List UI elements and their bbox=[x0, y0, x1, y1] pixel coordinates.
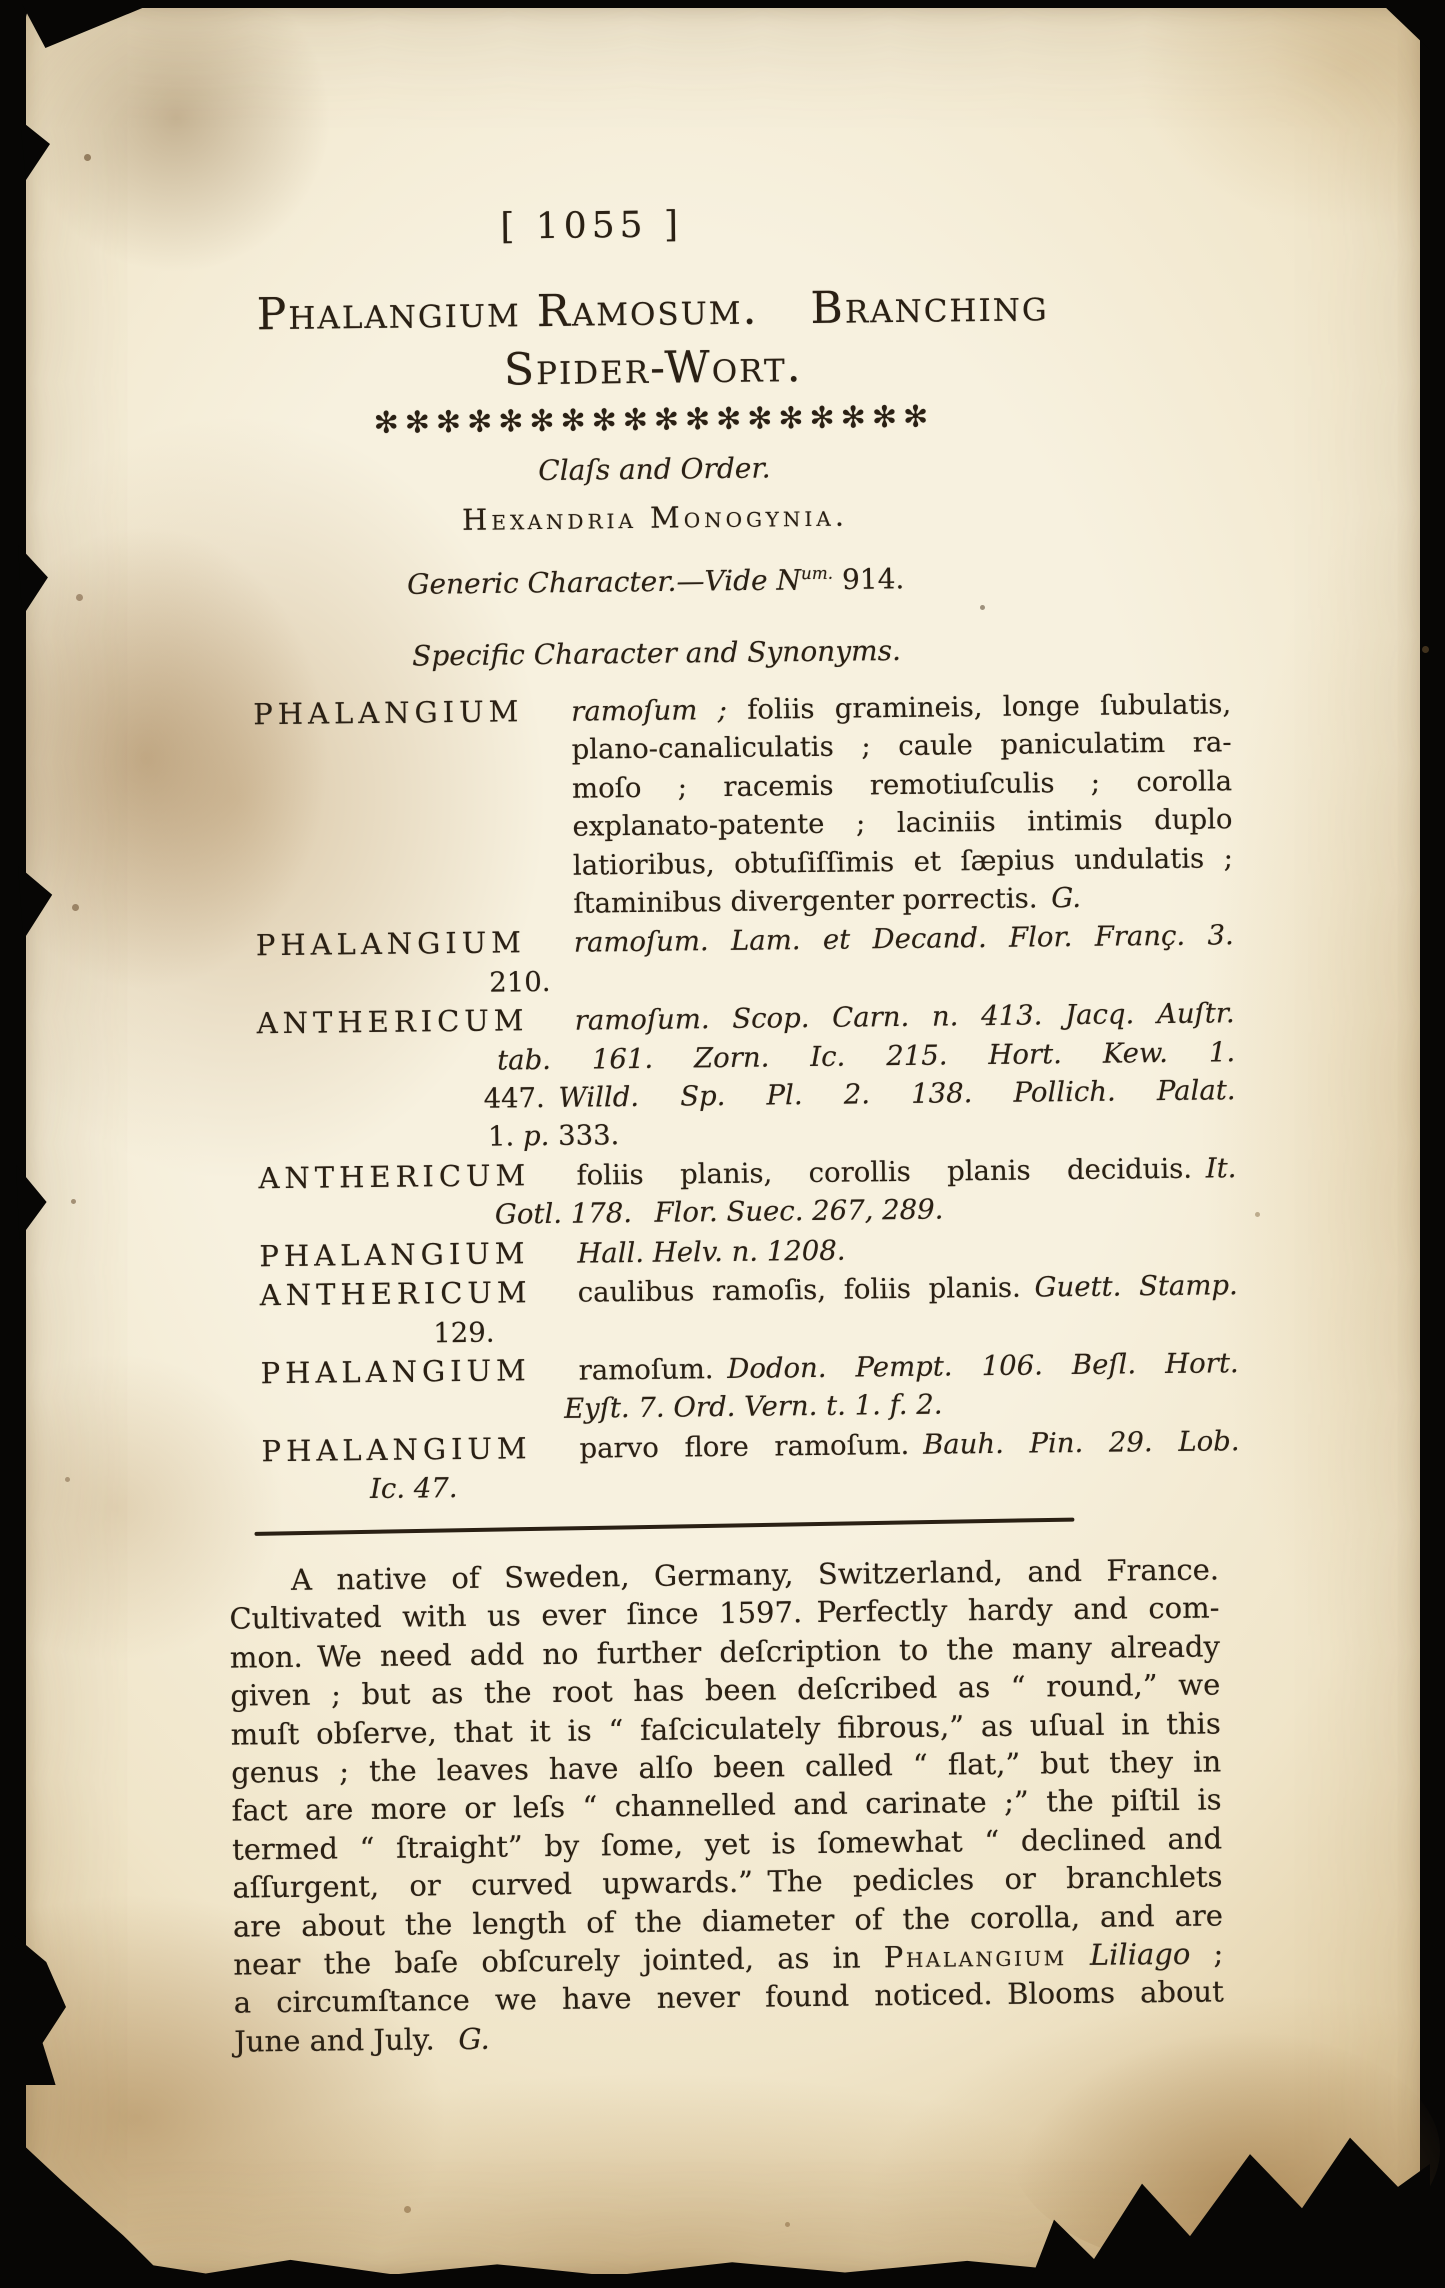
synonym-citation bbox=[571, 685, 1234, 923]
synonym-entry bbox=[256, 916, 1235, 1005]
generic-character-line: Generic Character.—Vide $N^{um.}$ 914. bbox=[406, 562, 905, 601]
title-latin-name: Phalangium Ramosum. bbox=[256, 283, 759, 341]
text-line: A native of Sweden, Germany, Switzerland, and France. bbox=[290, 1552, 1220, 1597]
text-line: aſſurgent, or curved upwards.” The pedicles or branchlets bbox=[232, 1859, 1223, 1905]
title-common-name-2: Spider-Wort. bbox=[503, 341, 803, 396]
text-line: Eyſt. 7. Ord. Vern. t. 1. f. 2. bbox=[563, 1388, 943, 1426]
class-and-order-value: Hexandria Monogynia. bbox=[461, 498, 849, 537]
text-line: 129. bbox=[433, 1316, 495, 1349]
text-line: June and July. G. bbox=[234, 2021, 490, 2059]
page-number: [ 1055 ] bbox=[500, 204, 684, 248]
text-line: a circumſtance we have never found noticed. Blooms about bbox=[233, 1974, 1224, 2021]
text-line: given ; but as the root has been deſcribed as “ round,” we bbox=[230, 1667, 1221, 1713]
genus-label: ANTHERICUM bbox=[259, 1275, 532, 1313]
text-line: 210. bbox=[489, 965, 551, 999]
text-line: ramoſum. Dodon. Pempt. 106. Beſl. Hort. bbox=[578, 1347, 1239, 1387]
text-line: Hall. Helv. n. 1208. bbox=[577, 1234, 846, 1270]
title-common-name-1: Branching bbox=[810, 280, 1049, 334]
synonym-entry bbox=[260, 1343, 1239, 1432]
text-line: 1. p. 333. bbox=[487, 1119, 620, 1154]
text-line: Ic. 47. bbox=[369, 1472, 458, 1506]
text-line: ſtaminibus divergenter porrectis. G. bbox=[573, 881, 1082, 920]
text-line: Gotl. 178. Flor. Suec. 267, 289. bbox=[494, 1193, 944, 1231]
synonym-entry bbox=[261, 1421, 1240, 1510]
separator-rule bbox=[254, 1518, 1074, 1536]
page-title bbox=[142, 279, 1163, 342]
synonym-entry bbox=[253, 684, 1234, 927]
text-line: 447. Willd. Sp. Pl. 2. 138. Pollich. Palat. bbox=[483, 1074, 1236, 1115]
synonym-entry bbox=[258, 1148, 1237, 1237]
text-line: ramoſum. Scop. Carn. n. 413. Jacq. Auſtr. bbox=[574, 997, 1235, 1037]
text-line: explanato-patente ; laciniis intimis duplo bbox=[572, 803, 1233, 843]
synonym-list bbox=[253, 684, 1240, 1510]
page-paper bbox=[26, 8, 1420, 2274]
genus-label: PHALANGIUM bbox=[255, 925, 527, 963]
text-line: mon. We need add no further deſcription to the many already bbox=[229, 1629, 1221, 1675]
text-line: ramoſum. Lam. et Decand. Flor. Franç. 3. bbox=[573, 919, 1234, 960]
text-line: plano-canaliculatis ; caule paniculatim ra- bbox=[571, 726, 1232, 767]
synonym-citation bbox=[577, 1227, 1237, 1273]
synonym-entry bbox=[260, 1265, 1239, 1354]
text-line: moſo ; racemis remotiuſculis ; corolla bbox=[571, 765, 1233, 805]
synonym-citation bbox=[489, 917, 1235, 1001]
genus-label: ANTHERICUM bbox=[258, 1158, 531, 1196]
synonym-citation bbox=[494, 1149, 1237, 1233]
text-line: Cultivated with us ever ſince 1597. Perfectly hardy and com- bbox=[229, 1590, 1220, 1637]
genus-label: PHALANGIUM bbox=[259, 1235, 530, 1273]
text-line: near the baſe obſcurely jointed, as in Phalangium Liliago ; bbox=[233, 1936, 1224, 1982]
synonym-citation bbox=[563, 1344, 1239, 1428]
genus-label: PHALANGIUM bbox=[260, 1353, 531, 1391]
text-line: are about the length of the diameter of the corolla, and are bbox=[232, 1898, 1224, 1944]
genus-label: ANTHERICUM bbox=[256, 1003, 529, 1041]
genus-label: PHALANGIUM bbox=[253, 694, 524, 732]
text-line: fact are more or leſs “ channelled and carinate ;” the piſtil is bbox=[231, 1782, 1222, 1829]
class-and-order-heading: Claſs and Order. bbox=[538, 451, 771, 488]
ornament-divider: ✻✻✻✻✻✻✻✻✻✻✻✻✻✻✻✻✻✻ bbox=[373, 399, 935, 441]
synonym-citation bbox=[483, 994, 1236, 1155]
specific-character-heading: Specific Character and Synonyms. bbox=[412, 633, 902, 673]
text-line: foliis planis, corollis planis deciduis. It. bbox=[576, 1152, 1237, 1192]
text-line: parvo flore ramoſum. Bauh. Pin. 29. Lob. bbox=[579, 1424, 1240, 1465]
text-line: genus ; the leaves have alſo been called “ flat,” but they in bbox=[231, 1744, 1222, 1790]
genus-label: PHALANGIUM bbox=[261, 1430, 532, 1468]
text-line: muſt obſerve, that it is “ faſciculately fibrous,” as uſual in this bbox=[230, 1706, 1221, 1752]
text-line: ramoſum ; foliis gramineis, longe ſubulatis, bbox=[571, 688, 1232, 728]
synonym-entry bbox=[257, 993, 1237, 1159]
text-line: termed “ ſtraight” by ſome, yet is ſomewhat “ declined and bbox=[231, 1821, 1223, 1867]
synonym-citation bbox=[433, 1266, 1239, 1350]
description-paragraph bbox=[229, 1550, 1225, 2060]
text-line: tab. 161. Zorn. Ic. 215. Hort. Kew. 1. bbox=[496, 1035, 1236, 1077]
text-line: latioribus, obtuſiſſimis et ſæpius undulatis ; bbox=[572, 841, 1234, 882]
text-line: caulibus ramoſis, foliis planis. Guett. Stamp. bbox=[577, 1269, 1238, 1309]
